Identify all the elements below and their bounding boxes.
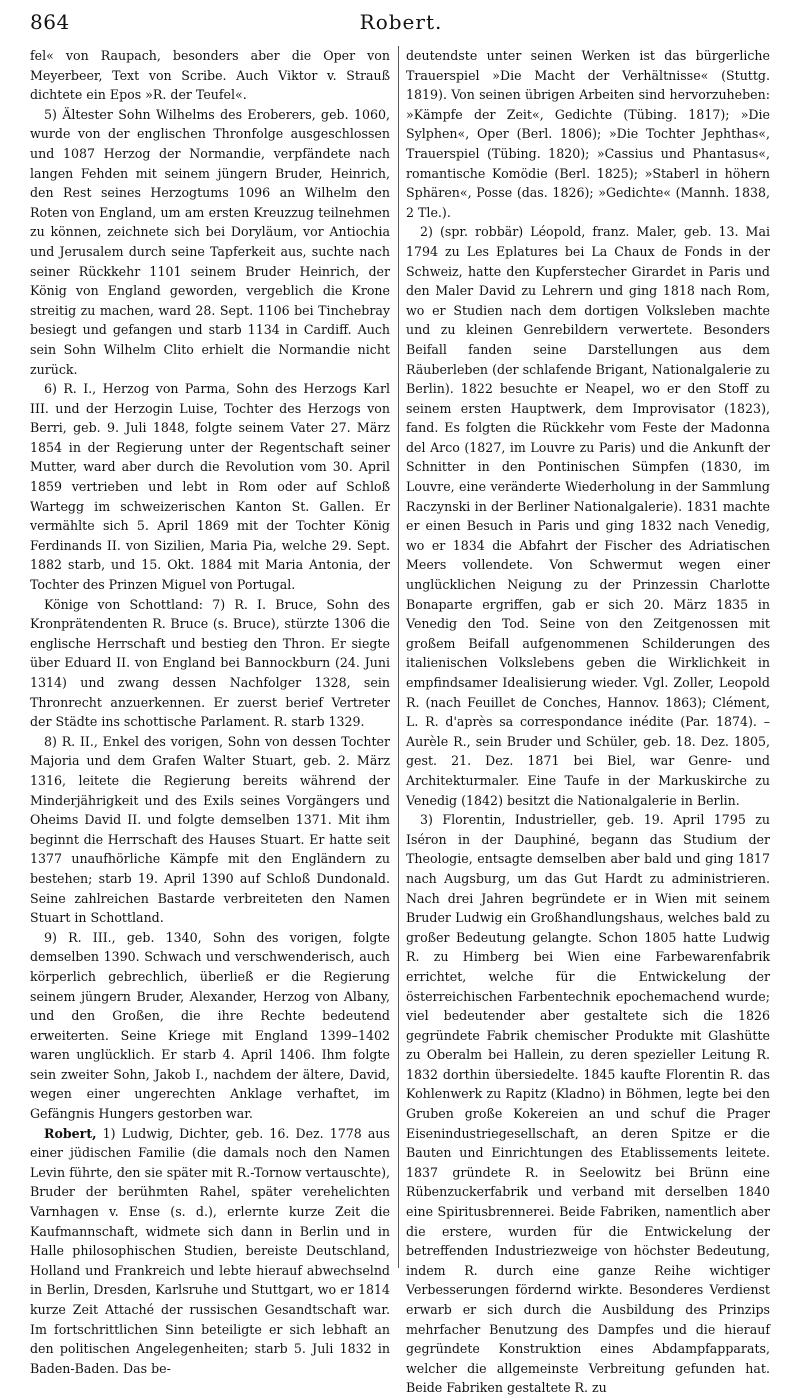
entry-body: 1) Ludwig, Dichter, geb. 16. Dez. 1778 aus einer jüdischen Familie (die damals noch den Namen Levin führte, den sie später mit R.-Tornow vertauschte), Bruder der berühmten Rahel, später verehelichten Varnhagen v. Ense (s. d.), erlernte kurze Zeit die Kaufmannschaft, widmete sich dann in Berlin und in Halle philosophischen Studien, bereiste Deutschland, Holland und Frankreich und lebte hierauf abwechselnd in Berlin, Dresden, Karlsruhe und Stuttgart, wo er 1814 kurze Zeit Attaché der russischen Gesandtschaft war. Im fortschrittlichen Sinn beteiligte er sich lebhaft an den politischen Angelegenheiten; starb 5. Juli 1832 in Baden-Baden. Das be- bbox=[30, 1125, 390, 1376]
text-paragraph: deutendste unter seinen Werken ist das bürgerliche Trauerspiel »Die Macht der Verhältnisse« (Stuttg. 1819). Von seinen übrigen Arbeiten sind hervorzuheben: »Kämpfe der Zeit«, Gedichte (Tübing. 1817); »Die Sylphen«, Oper (Berl. 1806); »Die Tochter Jephthas«, Trauerspiel (Tübing. 1820); »Cassius und Phantasus«, romantische Komödie (Berl. 1825); »Staberl in höhern Sphären«, Posse (das. 1826); »Gedichte« (Mannh. 1838, 2 Tle.). bbox=[406, 48, 770, 220]
text-paragraph: 3) Florentin, Industrieller, geb. 19. April 1795 zu Iséron in der Dauphiné, begann das Studium der Theologie, entsagte demselben aber bald und ging 1817 nach Augsburg, um das Gut Hardt zu administrieren. Nach drei Jahren begründete er in Wien mit seinem Bruder Ludwig ein Großhandlungshaus, welches bald zu großer Bedeutung gelangte. Schon 1805 hatte Ludwig R. zu Himberg bei Wien eine Farbewarenfabrik errichtet, welche für die Entwickelung der österreichischen Farbentechnik epochemachend wurde; viel bedeutender aber gestaltete sich die 1826 gegründete Fabrik chemischer Produkte mit Glashütte zu Oberalm bei Hallein, zu deren spezieller Leitung R. 1832 dorthin übersiedelte. 1845 kaufte Florentin R. das Kohlenwerk zu Rapitz (Kladno) in Böhmen, legte bei den Gruben große Kokereien an und schuf die Prager Eisenindustriegesellschaft, an deren Spitze er die Bauten und Einrichtungen des Etablissements leitete. 1837 gründete R. in Seelowitz bei Brünn eine Rübenzuckerfabrik und verband mit derselben 1840 eine Spiritusbrennerei. Beide Fabriken, namentlich aber die erstere, wurden für die Entwickelung der betreffenden Industriezweige von höchster Bedeutung, indem R. durch eine ganze Reihe wichtiger Verbesserungen fördernd wirkte. Besonderes Verdienst erwarb er sich durch die Ausbildung des Prinzips mehrfacher Benutzung des Dampfes und die hierauf gegründete Konstruktion eines Abdampfapparats, welcher die allgemeinste Verbreitung gefunden hat. Beide Fabriken gestaltete R. zu bbox=[406, 812, 770, 1396]
text-paragraph: 5) Ältester Sohn Wilhelms des Eroberers, geb. 1060, wurde von der englischen Thronfolge ausgeschlossen und 1087 Herzog der Normandie, verpfändete nach langen Fehden mit seinem jüngern Bruder, Heinrich, den Rest seines Herzogtums 1096 an Wilhelm den Roten von England, um am ersten Kreuzzug teilnehmen zu können, zeichnete sich bei Doryläum, vor Antiochia und Jerusalem durch seine Tapferkeit aus, suchte nach seiner Rückkehr 1101 seinem Bruder Heinrich, der König von England geworden, vergeblich die Krone streitig zu machen, ward 28. Sept. 1106 bei Tinchebray besiegt und gefangen und starb 1134 in Cardiff. Auch sein Sohn Wilhelm Clito erhielt die Normandie nicht zurück. bbox=[30, 106, 390, 377]
entry-paragraph bbox=[30, 1124, 390, 1379]
entry-headword: Robert, bbox=[44, 1125, 97, 1141]
right-column bbox=[406, 46, 770, 1396]
column-divider bbox=[398, 46, 399, 1268]
page-header bbox=[30, 10, 772, 40]
text-paragraph: 8) R. II., Enkel des vorigen, Sohn von dessen Tochter Majoria und dem Grafen Walter Stuart, geb. 2. März 1316, leitete die Regierung bereits während der Minderjährigkeit und des Exils seines Vorgängers und Oheims David II. und folgte demselben 1371. Mit ihm beginnt die Herrschaft des Hauses Stuart. Er hatte seit 1377 unaufhörliche Kämpfe mit den Engländern zu bestehen; starb 19. April 1390 auf Schloß Dundonald. Seine zahlreichen Bastarde verbreiteten den Namen Stuart in Schottland. bbox=[30, 733, 390, 926]
running-head: Robert. bbox=[359, 10, 443, 34]
page-number: 864 bbox=[30, 10, 70, 34]
text-paragraph: 9) R. III., geb. 1340, Sohn des vorigen, folgte demselben 1390. Schwach und verschwenderisch, auch körperlich gebrechlich, überließ er die Regierung seinem jüngern Bruder, Alexander, Herzog von Albany, und den Großen, die ihre Rechte bedeutend erweiterten. Seine Kriege mit England 1399–1402 waren unglücklich. Er starb 4. April 1406. Ihm folgte sein zweiter Sohn, Jakob I., nachdem der ältere, David, wegen einer ungerechten Anklage verhaftet, im Gefängnis Hungers gestorben war. bbox=[30, 929, 390, 1122]
text-paragraph: fel« von Raupach, besonders aber die Oper von Meyerbeer, Text von Scribe. Auch Viktor v. Strauß dichtete ein Epos »R. der Teufel«. bbox=[30, 48, 390, 103]
text-paragraph: Könige von Schottland: 7) R. I. Bruce, Sohn des Kronprätendenten R. Bruce (s. Bruce), stürzte 1306 die englische Herrschaft und bestieg den Thron. Er siegte über Eduard II. von England bei Bannockburn (24. Juni 1314) und zwang dessen Nachfolger 1328, sein Thronrecht anzuerkennen. Er zuerst berief Vertreter der Städte ins schottische Parlament. R. starb 1329. bbox=[30, 596, 390, 730]
text-paragraph: 6) R. I., Herzog von Parma, Sohn des Herzogs Karl III. und der Herzogin Luise, Tochter des Herzogs von Berri, geb. 9. Juli 1848, folgte seinem Vater 27. März 1854 in der Regierung unter der Regentschaft seiner Mutter, ward aber durch die Revolution vom 30. April 1859 vertrieben und lebt in Rom oder auf Schloß Wartegg im schweizerischen Kanton St. Gallen. Er vermählte sich 5. April 1869 mit der Tochter König Ferdinands II. von Sizilien, Maria Pia, welche 29. Sept. 1882 starb, und 15. Okt. 1884 mit Maria Antonia, der Tochter des Prinzen Miguel von Portugal. bbox=[30, 381, 390, 593]
text-paragraph: 2) (spr. robbär) Léopold, franz. Maler, geb. 13. Mai 1794 zu Les Eplatures bei La Chaux de Fonds in der Schweiz, hatte den Kupferstecher Girardet in Paris und den Maler David zu Lehrern und ging 1818 nach Rom, wo er Studien nach dem dortigen Volksleben machte und zu kleinen Genrebildern verwertete. Besonders Beifall fanden seine Darstellungen aus dem Räuberleben (der schlafende Brigant, Nationalgalerie zu Berlin). 1822 besuchte er Neapel, wo er den Stoff zu seinem ersten Hauptwerk, dem Improvisator (1823), fand. Es folgten die Rückkehr vom Feste der Madonna del Arco (1827, im Louvre zu Paris) und die Ankunft der Schnitter in den Pontinischen Sümpfen (1830, im Louvre, eine veränderte Wiederholung in der Sammlung Raczynski in der Berliner Nationalgalerie). 1831 machte er einen Besuch in Paris und ging 1832 nach Venedig, wo er 1834 die Abfahrt der Fischer des Adriatischen Meers vollendete. Von Schwermut wegen einer unglücklichen Neigung zu der Prinzessin Charlotte Bonaparte ergriffen, gab er sich 20. März 1835 in Venedig den Tod. Seine von den Zeitgenossen mit großem Beifall aufgenommenen Schilderungen des italienischen Volkslebens geben die Wirklichkeit in empfindsamer Idealisierung wieder. Vgl. Zoller, Leopold R. (nach Feuillet de Conches, Hannov. 1863); Clément, L. R. d'après sa correspondance inédite (Par. 1874). – Aurèle R., sein Bruder und Schüler, geb. 18. Dez. 1805, gest. 21. Dez. 1871 bei Biel, war Genre- und Architekturmaler. Eine Taufe in der Markuskirche zu Venedig (1842) besitzt die Nationalgalerie in Berlin. bbox=[406, 224, 770, 808]
left-column bbox=[30, 46, 390, 1376]
